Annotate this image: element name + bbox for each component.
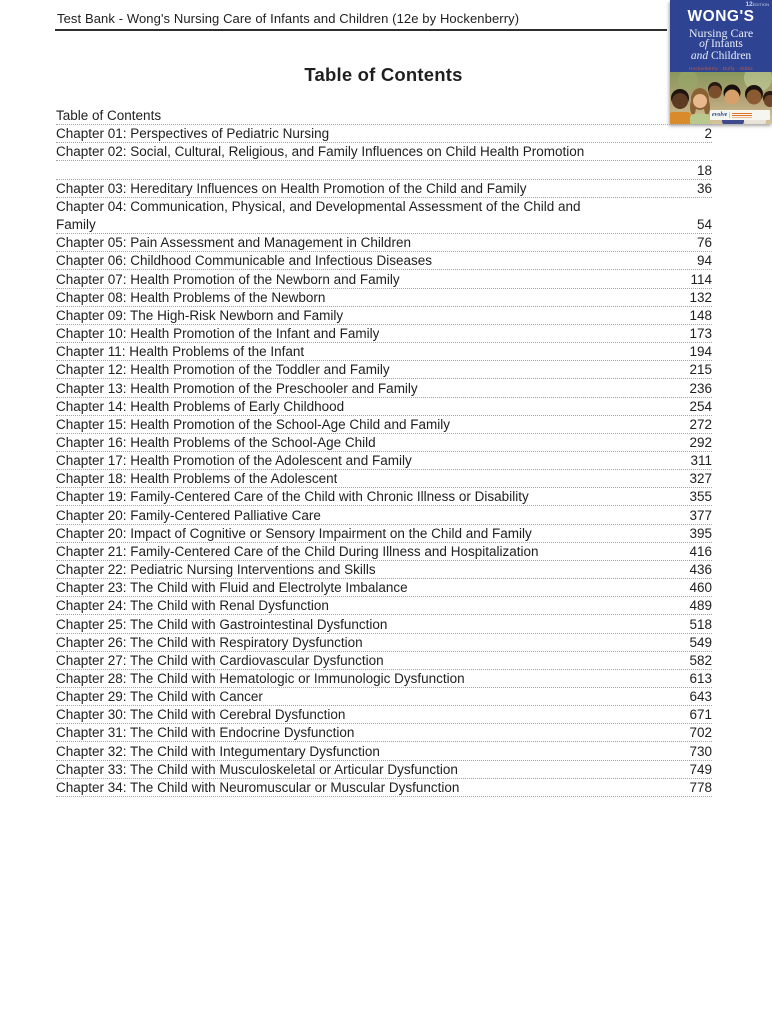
page-header-title: Test Bank - Wong's Nursing Care of Infants and Children (12e by Hockenberry)	[57, 11, 520, 26]
toc-entry-title: Chapter 20: Family-Centered Palliative Care	[56, 507, 321, 523]
toc-line	[56, 361, 712, 379]
toc-entry-title: Chapter 17: Health Promotion of the Adolescent and Family	[56, 453, 412, 469]
toc-entry-title: Chapter 08: Health Problems of the Newborn	[56, 289, 326, 305]
toc-entry-page: 194	[689, 344, 712, 360]
toc-entry-title: Chapter 16: Health Problems of the School-Age Child	[56, 434, 376, 450]
toc-entry-title: Chapter 11: Health Problems of the Infant	[56, 344, 305, 360]
toc-entry-title: Chapter 28: The Child with Hematologic or Immunologic Dysfunction	[56, 671, 465, 686]
toc-line	[56, 634, 712, 652]
toc-line	[56, 506, 712, 524]
toc-entry-page: 749	[689, 761, 712, 777]
toc-entry-title: Chapter 01: Perspectives of Pediatric Nursing	[56, 126, 330, 142]
toc-line	[56, 470, 712, 488]
cover-title-line2-prefix: of	[699, 37, 709, 50]
toc-entry-page: 436	[689, 562, 712, 578]
toc-line	[56, 434, 712, 452]
toc-entry-page: 671	[689, 707, 712, 723]
toc-entry-title: Chapter 03: Hereditary Influences on Health Promotion of the Child and Family	[56, 180, 527, 196]
toc-line	[56, 670, 712, 688]
toc-entry-page: 94	[696, 253, 712, 269]
toc-line	[56, 180, 712, 198]
toc-entry-page: 18	[696, 162, 712, 178]
toc-line	[56, 416, 712, 434]
toc-line	[56, 307, 712, 325]
evolve-label: evolve	[712, 112, 728, 118]
evolve-micro-text	[732, 113, 752, 118]
toc-entry-page: 114	[690, 271, 712, 287]
toc-line	[56, 761, 712, 779]
toc-entry-title: Chapter 34: The Child with Neuromuscular or Muscular Dysfunction	[56, 779, 460, 795]
toc-entry-page: 549	[689, 634, 712, 650]
toc-entry-title: Chapter 02: Social, Cultural, Religious, and Family Influences on Child Health Promotion	[56, 144, 585, 160]
toc-entry-page: 518	[689, 616, 712, 632]
toc-line	[56, 143, 712, 161]
toc-entry-title: Chapter 14: Health Problems of Early Childhood	[56, 398, 345, 414]
toc-entry-title: Chapter 30: The Child with Cerebral Dysfunction	[56, 707, 346, 723]
toc-entry-title: Chapter 27: The Child with Cardiovascular Dysfunction	[56, 652, 384, 668]
toc-entry-page: 148	[689, 307, 712, 323]
toc-entry-title: Chapter 33: The Child with Musculoskeletal or Articular Dysfunction	[56, 761, 458, 777]
toc-line	[56, 198, 712, 216]
toc-line	[56, 742, 712, 760]
toc-entry-page: 702	[689, 725, 712, 741]
edition-word: EDITION	[752, 2, 769, 7]
toc-entry-title: Chapter 15: Health Promotion of the School-Age Child and Family	[56, 416, 450, 432]
toc-entry-page: 327	[689, 471, 712, 487]
edition-badge	[746, 2, 769, 9]
toc-line	[56, 289, 712, 307]
toc-entry-title: Chapter 22: Pediatric Nursing Interventions and Skills	[56, 562, 376, 578]
book-cover	[670, 0, 772, 124]
cover-brand: WONG'S	[687, 8, 755, 25]
toc-entry-title: Chapter 04: Communication, Physical, and Developmental Assessment of the Child and	[56, 198, 581, 214]
toc-line	[56, 107, 712, 125]
toc-line	[56, 724, 712, 742]
toc-entry-title: Chapter 21: Family-Centered Care of the Child During Illness and Hospitalization	[56, 543, 539, 559]
toc-line	[56, 125, 712, 143]
cover-title-line2-word: Infants	[710, 37, 743, 50]
toc-entry-title: Chapter 10: Health Promotion of the Infant and Family	[56, 326, 380, 342]
toc-entry-title: Chapter 18: Health Problems of the Adolescent	[56, 471, 338, 487]
toc-entry-title: Table of Contents	[56, 108, 162, 124]
cover-title-line3-word: Children	[710, 49, 752, 62]
toc-line	[56, 706, 712, 724]
toc-line	[56, 343, 712, 361]
toc-entry-page: 613	[689, 671, 712, 686]
cover-authors: Hockenberry · Duffy · Gibbs	[689, 65, 753, 71]
toc-entry-page: 173	[689, 326, 712, 342]
table-of-contents	[56, 107, 712, 797]
toc-line	[56, 398, 712, 416]
toc-entry-page: 132	[689, 289, 712, 305]
toc-entry-title: Chapter 29: The Child with Cancer	[56, 689, 263, 705]
toc-line	[56, 688, 712, 706]
toc-line	[56, 779, 712, 797]
toc-line	[56, 561, 712, 579]
toc-entry-page: 292	[689, 434, 712, 450]
toc-line	[56, 488, 712, 506]
toc-line	[56, 452, 712, 470]
evolve-divider	[729, 112, 730, 118]
header-underline	[55, 29, 667, 31]
toc-entry-title: Chapter 05: Pain Assessment and Management in Children	[56, 235, 411, 251]
toc-entry-page: 76	[696, 235, 712, 251]
toc-entry-page: 395	[689, 525, 712, 541]
toc-line	[56, 325, 712, 343]
toc-entry-title: Chapter 24: The Child with Renal Dysfunction	[56, 598, 329, 614]
toc-entry-page: 377	[689, 507, 712, 523]
toc-line	[56, 652, 712, 670]
toc-line	[56, 270, 712, 288]
toc-entry-title: Chapter 25: The Child with Gastrointestinal Dysfunction	[56, 616, 388, 632]
toc-entry-page: 730	[689, 743, 712, 759]
toc-line	[56, 579, 712, 597]
toc-entry-page: 416	[689, 543, 712, 559]
toc-entry-page: 355	[689, 489, 712, 505]
toc-line	[56, 525, 712, 543]
toc-entry-title: Chapter 12: Health Promotion of the Toddler and Family	[56, 362, 390, 378]
toc-line	[56, 234, 712, 252]
toc-entry-page: 2	[704, 126, 712, 142]
toc-line	[56, 615, 712, 633]
cover-title-line3	[670, 51, 772, 63]
toc-entry-page: 236	[689, 380, 712, 396]
toc-entry-page: 643	[689, 689, 712, 705]
toc-entry-title: Chapter 13: Health Promotion of the Preschooler and Family	[56, 380, 418, 396]
toc-entry-title: Chapter 09: The High-Risk Newborn and Family	[56, 307, 344, 323]
toc-entry-title: Chapter 23: The Child with Fluid and Electrolyte Imbalance	[56, 580, 408, 596]
toc-entry-page: 311	[690, 453, 712, 469]
page-title: Table of Contents	[304, 64, 463, 85]
toc-line	[56, 597, 712, 615]
cover-title-line3-prefix: and	[690, 49, 709, 62]
toc-entry-page: 36	[696, 180, 712, 196]
toc-entry-page: 272	[689, 416, 712, 432]
toc-line	[56, 252, 712, 270]
toc-entry-page: 54	[696, 217, 712, 233]
toc-line	[56, 543, 712, 561]
toc-entry-page: 215	[689, 362, 712, 378]
toc-entry-title: Chapter 31: The Child with Endocrine Dysfunction	[56, 725, 355, 741]
toc-entry-page: 254	[689, 398, 712, 414]
toc-line	[56, 161, 712, 179]
toc-line	[56, 216, 712, 234]
toc-entry-title: Chapter 32: The Child with Integumentary Dysfunction	[56, 743, 380, 759]
toc-entry-title: Chapter 07: Health Promotion of the Newborn and Family	[56, 271, 400, 287]
toc-entry-page: 489	[689, 598, 712, 614]
toc-entry-title: Chapter 06: Childhood Communicable and Infectious Diseases	[56, 253, 432, 269]
toc-entry-title: Chapter 19: Family-Centered Care of the Child with Chronic Illness or Disability	[56, 489, 529, 505]
toc-entry-title: Family	[56, 217, 96, 233]
toc-line	[56, 379, 712, 397]
toc-entry-title: Chapter 26: The Child with Respiratory Dysfunction	[56, 634, 363, 650]
toc-entry-page: 460	[689, 580, 712, 596]
toc-entry-title: Chapter 20: Impact of Cognitive or Sensory Impairment on the Child and Family	[56, 525, 532, 541]
edition-number: 12	[745, 1, 753, 8]
toc-entry-page: 778	[689, 779, 712, 795]
toc-entry-page: 582	[689, 652, 712, 668]
cover-title-line1: Nursing Care	[688, 25, 754, 40]
evolve-badge	[710, 110, 770, 120]
